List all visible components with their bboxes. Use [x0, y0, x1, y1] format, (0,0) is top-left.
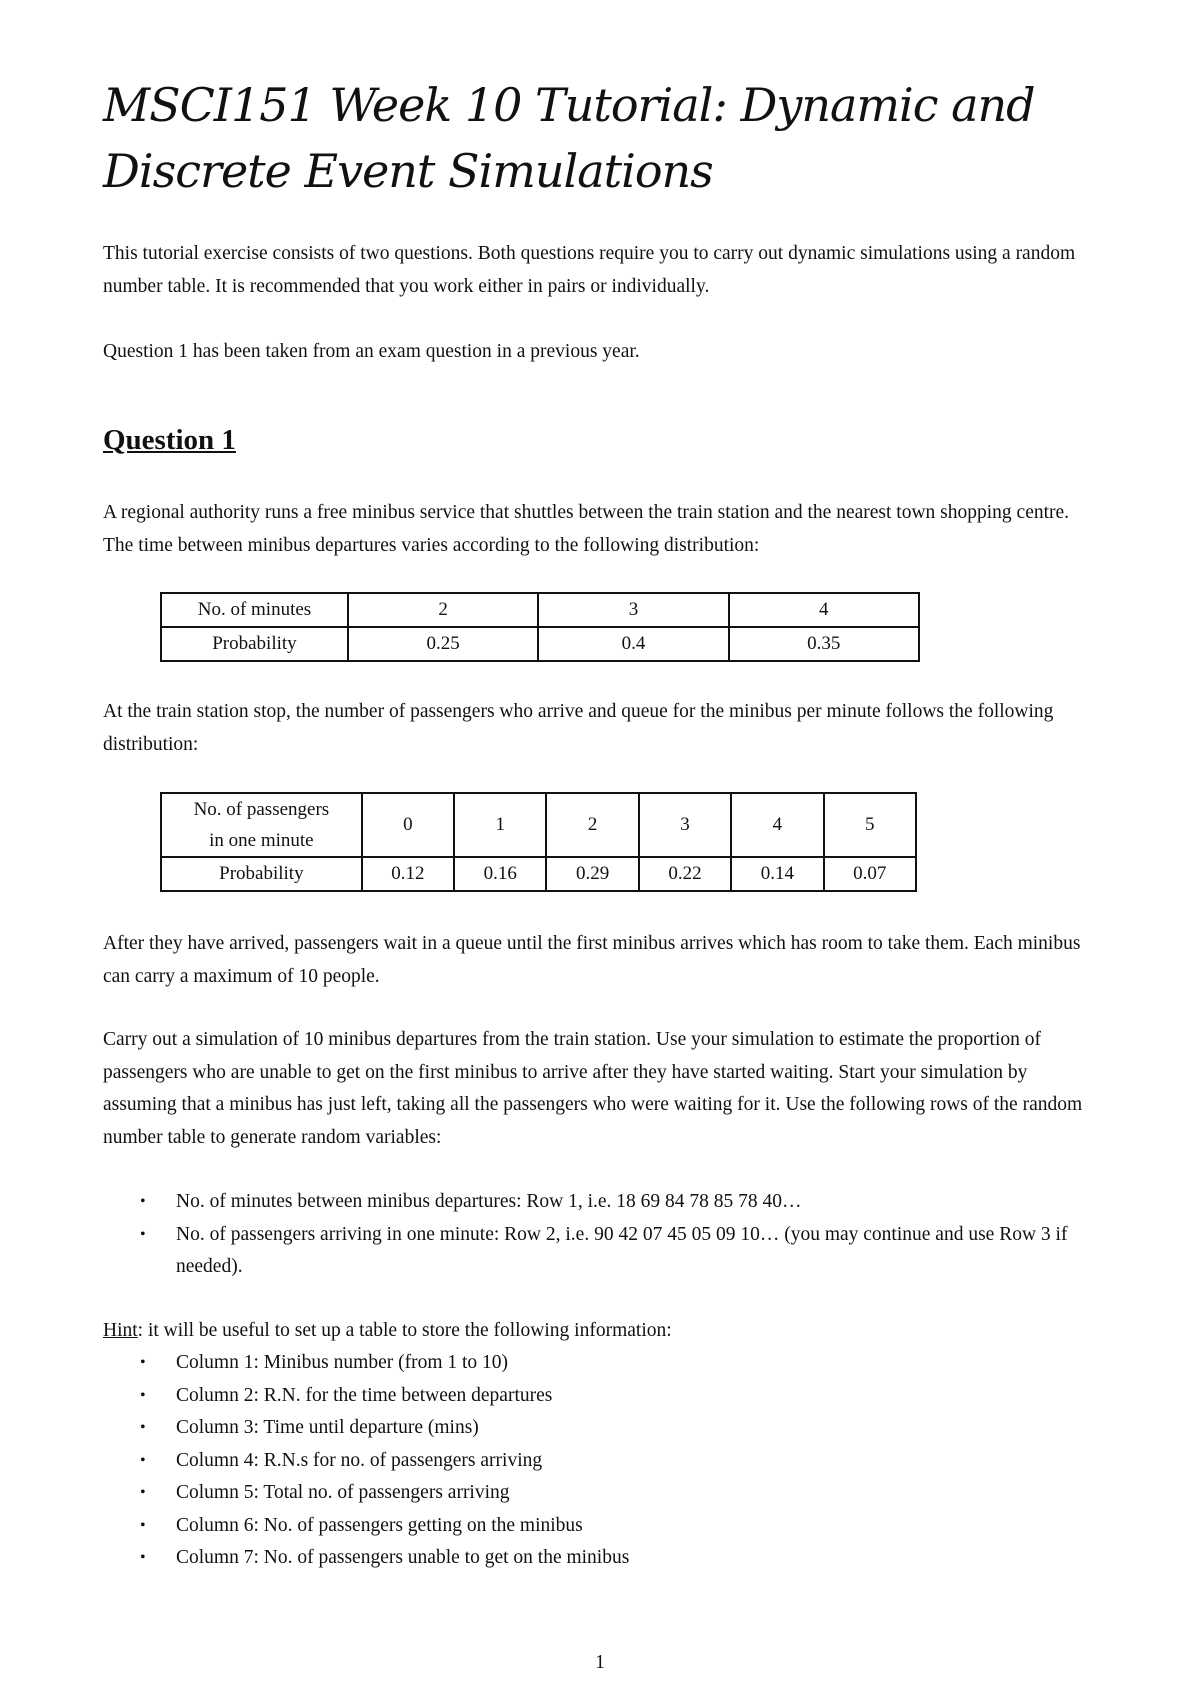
- table-cell: 0.16: [454, 857, 546, 891]
- table-cell: 0.12: [362, 857, 454, 891]
- list-item: [103, 1186, 1103, 1219]
- list-item-text: No. of passengers arriving in one minute: Row 2, i.e. 90 42 07 45 05 09 10… (you may continue and use Row 3 if needed).: [176, 1223, 1068, 1277]
- question-1-paragraph-2: At the train station stop, the number of passengers who arrive and queue for the minibus per minute follows the following distribution:: [103, 701, 1054, 755]
- table-cell: 5: [824, 793, 916, 857]
- list-item: [103, 1510, 1103, 1543]
- table-row-label-line-1: No. of passengers: [193, 799, 330, 820]
- table-row: [161, 627, 919, 661]
- intro-paragraph: This tutorial exercise consists of two questions. Both questions require you to carry out dynamic simulations using a random number table. It is recommended that you work either in pairs or individually.: [103, 243, 1076, 297]
- table-cell: 0.35: [729, 627, 919, 661]
- question-1-paragraph-4: Carry out a simulation of 10 minibus departures from the train station. Use your simulation to estimate the proportion of passengers who are unable to get on the first minibus to arrive after they have started waiting. Start your simulation by assuming that a minibus has just left, taking all the passengers who were waiting for it. Use the following rows of the random number table to generate random variables:: [103, 1029, 1083, 1148]
- passengers-distribution-table: [160, 792, 917, 892]
- list-item: [103, 1380, 1103, 1413]
- table-cell: 4: [731, 793, 823, 857]
- list-item-text: Column 6: No. of passengers getting on the minibus: [176, 1514, 583, 1536]
- bullet-icon: •: [140, 1451, 146, 1469]
- table-row-label: Probability: [161, 857, 362, 891]
- table-row: [161, 793, 916, 857]
- table-cell: 0.22: [639, 857, 731, 891]
- bullet-icon: •: [140, 1386, 146, 1404]
- page-number: 1: [595, 1652, 605, 1673]
- table-cell: 1: [454, 793, 546, 857]
- list-item: [103, 1347, 1103, 1380]
- list-item-text: Column 5: Total no. of passengers arriving: [176, 1482, 510, 1503]
- question-1-paragraph-1: A regional authority runs a free minibus service that shuttles between the train station and the nearest town shopping centre. The time between minibus departures varies according to the following distribution:: [103, 502, 1070, 556]
- table-cell: 0.29: [546, 857, 638, 891]
- table-columns-list: [103, 1347, 1103, 1575]
- bullet-icon: •: [140, 1193, 146, 1210]
- table-row: [161, 857, 916, 891]
- bullet-icon: •: [140, 1419, 146, 1436]
- bullet-icon: •: [140, 1484, 146, 1501]
- table-row-label: No. of minutes: [161, 593, 348, 627]
- list-item: [103, 1445, 1103, 1478]
- list-item-text: Column 7: No. of passengers unable to get on the minibus: [176, 1547, 630, 1568]
- bullet-icon: •: [140, 1516, 146, 1534]
- minutes-distribution-table: [160, 592, 920, 662]
- table-cell: 3: [639, 793, 731, 857]
- page-title: MSCI151 Week 10 Tutorial: Dynamic and Discrete Event Simulations: [103, 78, 1035, 198]
- table-row-label: [161, 793, 362, 857]
- table-cell: 0.25: [348, 627, 538, 661]
- question-1-heading: Question 1: [103, 424, 236, 456]
- table-row-label: Probability: [161, 627, 348, 661]
- list-item-text: Column 2: R.N. for the time between departures: [176, 1384, 553, 1406]
- table-cell: 0.4: [538, 627, 728, 661]
- hint-label: Hint: [103, 1320, 138, 1341]
- list-item: [103, 1477, 1103, 1510]
- bullet-icon: •: [140, 1549, 146, 1566]
- list-item: [103, 1542, 1103, 1575]
- list-item-text: Column 1: Minibus number (from 1 to 10): [176, 1352, 509, 1373]
- list-item-text: Column 4: R.N.s for no. of passengers arriving: [176, 1449, 543, 1471]
- hint-line: [103, 1315, 1103, 1348]
- question-1-paragraph-3: After they have arrived, passengers wait in a queue until the first minibus arrives which has room to take them. Each minibus can carry a maximum of 10 people.: [103, 933, 1081, 987]
- hint-text: : it will be useful to set up a table to store the following information:: [137, 1320, 672, 1341]
- table-cell: 2: [348, 593, 538, 627]
- table-row: [161, 593, 919, 627]
- table-cell: 0.07: [824, 857, 916, 891]
- table-cell: 0.14: [731, 857, 823, 891]
- table-row-label-line-2: in one minute: [209, 830, 314, 851]
- table-cell: 3: [538, 593, 728, 627]
- table-cell: 0: [362, 793, 454, 857]
- table-cell: 2: [546, 793, 638, 857]
- bullet-icon: •: [140, 1225, 146, 1243]
- random-rows-list: [103, 1186, 1103, 1284]
- bullet-icon: •: [140, 1354, 146, 1371]
- list-item-text: Column 3: Time until departure (mins): [176, 1417, 479, 1438]
- list-item: [103, 1412, 1103, 1445]
- intro-note: Question 1 has been taken from an exam question in a previous year.: [103, 341, 640, 362]
- list-item-text: No. of minutes between minibus departures: Row 1, i.e. 18 69 84 78 85 78 40…: [176, 1191, 802, 1212]
- table-cell: 4: [729, 593, 919, 627]
- list-item: [103, 1219, 1103, 1284]
